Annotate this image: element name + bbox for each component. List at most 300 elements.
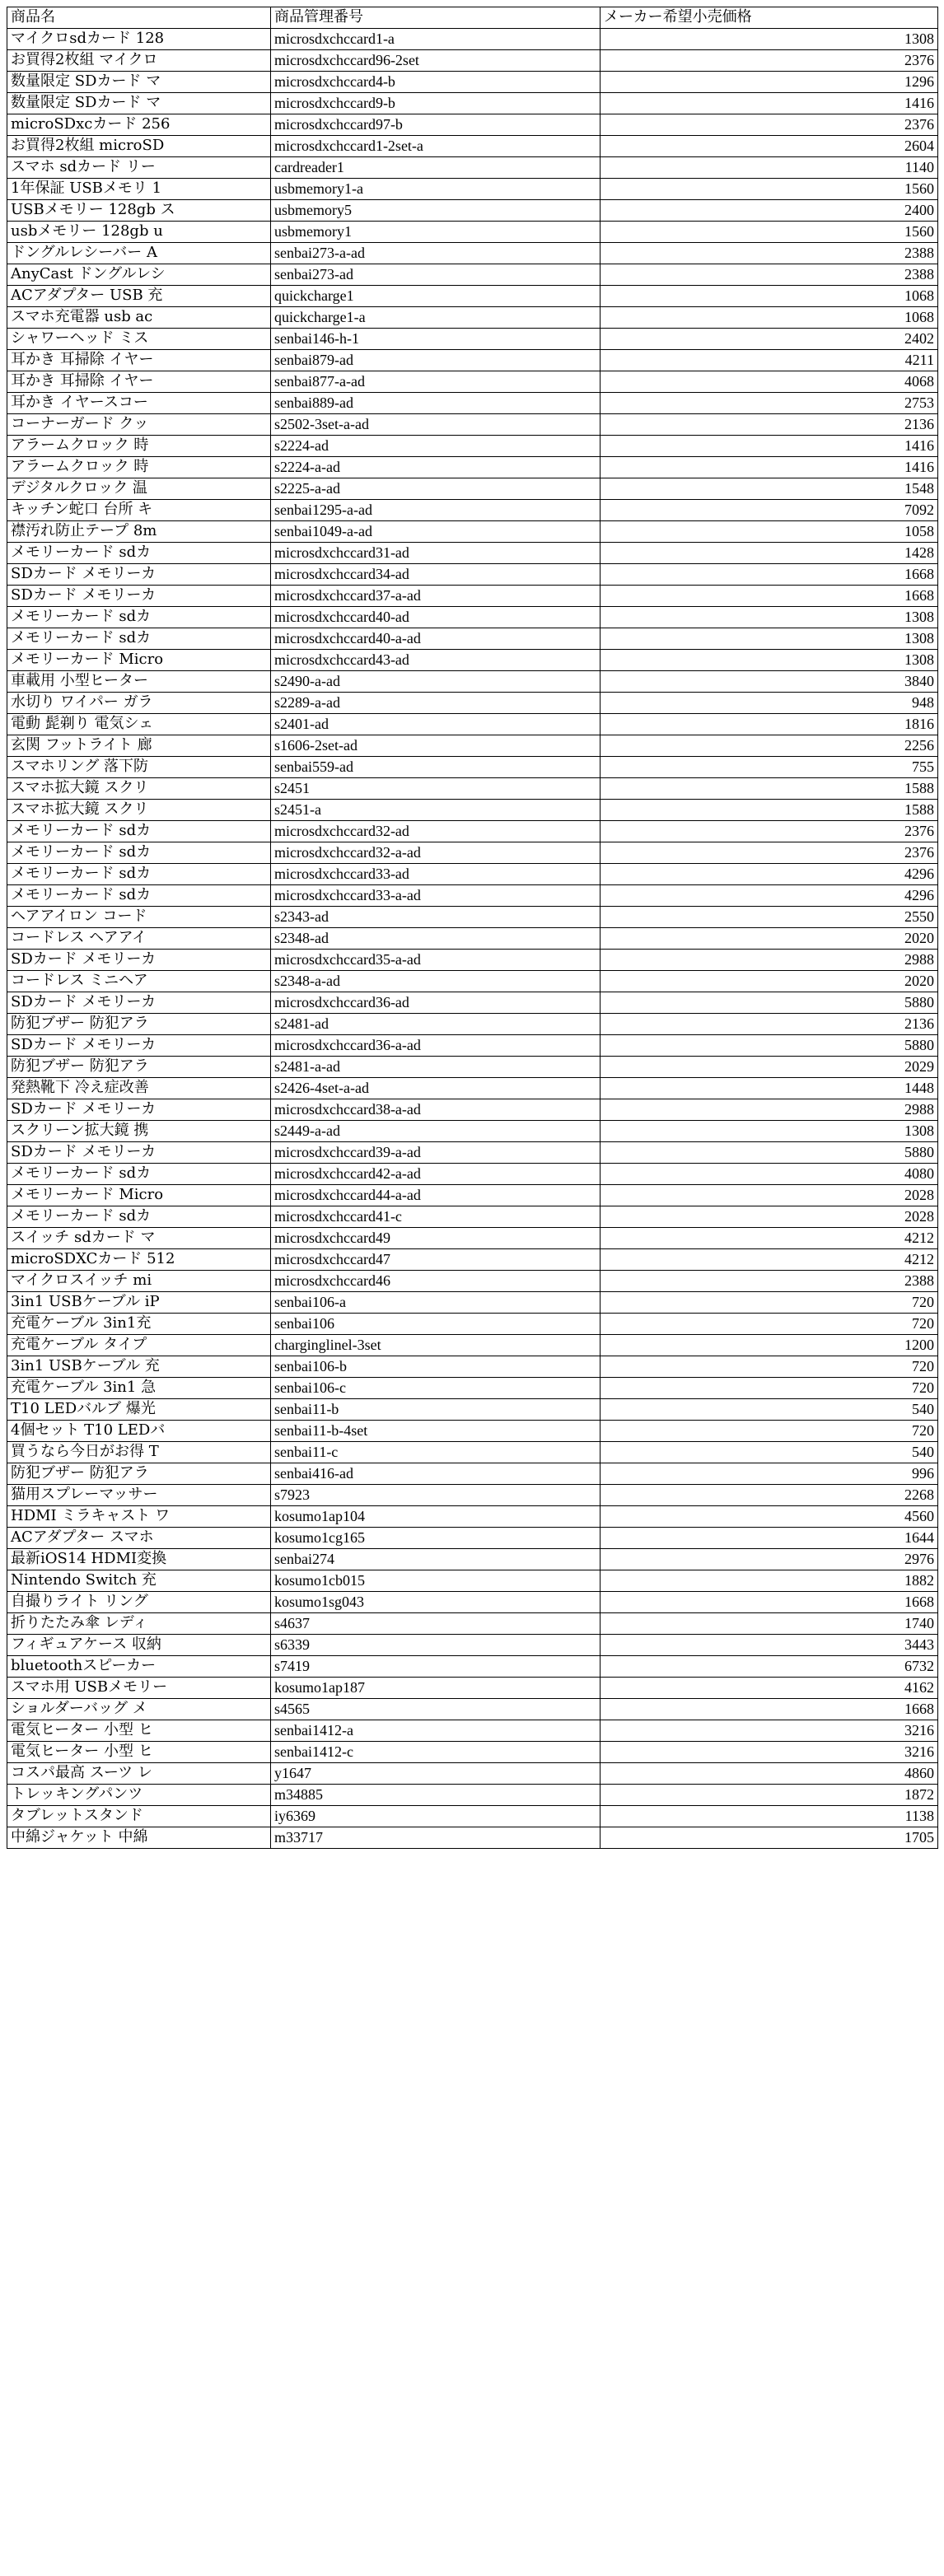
cell-product-price: 4296 — [601, 864, 938, 885]
cell-product-price: 2136 — [601, 414, 938, 436]
cell-product-code: microsdxchccard43-ad — [271, 650, 601, 671]
column-header-name: 商品名 — [7, 7, 271, 29]
cell-product-code: microsdxchccard40-a-ad — [271, 628, 601, 650]
cell-product-name: 電動 髭剃り 電気シェ — [7, 714, 271, 735]
cell-product-price: 1416 — [601, 436, 938, 457]
cell-product-name: メモリーカード Micro — [7, 1185, 271, 1206]
cell-product-name: お買得2枚組 microSD — [7, 136, 271, 157]
cell-product-price: 4211 — [601, 350, 938, 371]
table-row — [7, 1356, 938, 1378]
cell-product-name: AnyCast ドングルレシ — [7, 264, 271, 286]
cell-product-price: 1816 — [601, 714, 938, 735]
table-row — [7, 1549, 938, 1570]
table-row — [7, 1763, 938, 1785]
cell-product-code: senbai106-c — [271, 1378, 601, 1399]
cell-product-code: s6339 — [271, 1635, 601, 1656]
cell-product-price: 2388 — [601, 243, 938, 264]
cell-product-name: コスパ最高 スーツ レ — [7, 1763, 271, 1785]
cell-product-price: 2376 — [601, 50, 938, 72]
table-row — [7, 564, 938, 586]
cell-product-name: マイクロスイッチ mi — [7, 1271, 271, 1292]
cell-product-price: 1560 — [601, 179, 938, 200]
cell-product-name: ACアダプター スマホ — [7, 1528, 271, 1549]
cell-product-name: SDカード メモリーカ — [7, 992, 271, 1014]
cell-product-name: お買得2枚組 マイクロ — [7, 50, 271, 72]
cell-product-price: 2550 — [601, 907, 938, 928]
cell-product-code: senbai11-b-4set — [271, 1421, 601, 1442]
cell-product-code: s2502-3set-a-ad — [271, 414, 601, 436]
table-row — [7, 1485, 938, 1506]
cell-product-code: microsdxchccard36-ad — [271, 992, 601, 1014]
cell-product-price: 2376 — [601, 821, 938, 842]
cell-product-code: microsdxchccard1-2set-a — [271, 136, 601, 157]
table-row — [7, 650, 938, 671]
cell-product-price: 4296 — [601, 885, 938, 907]
cell-product-code: senbai106-b — [271, 1356, 601, 1378]
cell-product-price: 1668 — [601, 1699, 938, 1720]
cell-product-name: コードレス ヘアアイ — [7, 928, 271, 950]
cell-product-code: microsdxchccard33-a-ad — [271, 885, 601, 907]
cell-product-price: 2388 — [601, 1271, 938, 1292]
cell-product-code: usbmemory1 — [271, 222, 601, 243]
table-body — [7, 29, 938, 1849]
cell-product-price: 1588 — [601, 800, 938, 821]
cell-product-name: アラームクロック 時 — [7, 436, 271, 457]
table-row — [7, 1185, 938, 1206]
cell-product-price: 4560 — [601, 1506, 938, 1528]
table-row — [7, 1142, 938, 1164]
cell-product-name: スイッチ sdカード マ — [7, 1228, 271, 1249]
table-row — [7, 1206, 938, 1228]
cell-product-code: m34885 — [271, 1785, 601, 1806]
cell-product-price: 2256 — [601, 735, 938, 757]
cell-product-name: メモリーカード sdカ — [7, 628, 271, 650]
cell-product-price: 996 — [601, 1463, 938, 1485]
cell-product-name: 防犯ブザー 防犯アラ — [7, 1014, 271, 1035]
cell-product-price: 1068 — [601, 286, 938, 307]
table-row — [7, 1271, 938, 1292]
cell-product-price: 2988 — [601, 1099, 938, 1121]
cell-product-price: 540 — [601, 1399, 938, 1421]
table-row — [7, 864, 938, 885]
cell-product-name: 発熱靴下 冷え症改善 — [7, 1078, 271, 1099]
cell-product-name: 3in1 USBケーブル 充 — [7, 1356, 271, 1378]
cell-product-code: s7419 — [271, 1656, 601, 1678]
cell-product-price: 1200 — [601, 1335, 938, 1356]
cell-product-code: microsdxchccard97-b — [271, 114, 601, 136]
cell-product-price: 2988 — [601, 950, 938, 971]
cell-product-code: microsdxchccard39-a-ad — [271, 1142, 601, 1164]
cell-product-price: 1138 — [601, 1806, 938, 1827]
cell-product-price: 2400 — [601, 200, 938, 222]
cell-product-code: s2426-4set-a-ad — [271, 1078, 601, 1099]
cell-product-price: 1872 — [601, 1785, 938, 1806]
cell-product-price: 2268 — [601, 1485, 938, 1506]
table-row — [7, 1785, 938, 1806]
cell-product-name: 充電ケーブル タイプ — [7, 1335, 271, 1356]
table-row — [7, 971, 938, 992]
cell-product-name: usbメモリー 128gb u — [7, 222, 271, 243]
cell-product-name: 猫用スプレーマッサー — [7, 1485, 271, 1506]
table-row — [7, 29, 938, 50]
cell-product-price: 1560 — [601, 222, 938, 243]
cell-product-code: microsdxchccard44-a-ad — [271, 1185, 601, 1206]
table-row — [7, 329, 938, 350]
cell-product-code: s2451 — [271, 778, 601, 800]
table-row — [7, 928, 938, 950]
cell-product-code: kosumo1ap187 — [271, 1678, 601, 1699]
cell-product-code: microsdxchccard35-a-ad — [271, 950, 601, 971]
table-row — [7, 1827, 938, 1849]
cell-product-code: senbai559-ad — [271, 757, 601, 778]
cell-product-price: 1428 — [601, 543, 938, 564]
cell-product-name: SDカード メモリーカ — [7, 1142, 271, 1164]
cell-product-name: Nintendo Switch 充 — [7, 1570, 271, 1592]
cell-product-price: 3216 — [601, 1742, 938, 1763]
cell-product-code: microsdxchccard46 — [271, 1271, 601, 1292]
cell-product-name: メモリーカード sdカ — [7, 1164, 271, 1185]
cell-product-code: microsdxchccard4-b — [271, 72, 601, 93]
cell-product-name: 3in1 USBケーブル iP — [7, 1292, 271, 1314]
table-row — [7, 907, 938, 928]
cell-product-name: アラームクロック 時 — [7, 457, 271, 478]
cell-product-name: スクリーン拡大鏡 携 — [7, 1121, 271, 1142]
cell-product-code: senbai1412-a — [271, 1720, 601, 1742]
cell-product-name: 買うなら今日がお得 T — [7, 1442, 271, 1463]
table-row — [7, 1592, 938, 1613]
cell-product-code: s2224-ad — [271, 436, 601, 457]
table-header — [7, 7, 938, 29]
cell-product-price: 5880 — [601, 1035, 938, 1057]
cell-product-price: 1140 — [601, 157, 938, 179]
table-row — [7, 114, 938, 136]
cell-product-code: usbmemory5 — [271, 200, 601, 222]
table-row — [7, 1463, 938, 1485]
cell-product-name: 耳かき イヤースコー — [7, 393, 271, 414]
cell-product-price: 6732 — [601, 1656, 938, 1678]
cell-product-price: 2028 — [601, 1185, 938, 1206]
cell-product-code: senbai416-ad — [271, 1463, 601, 1485]
table-row — [7, 1678, 938, 1699]
cell-product-code: senbai1049-a-ad — [271, 521, 601, 543]
cell-product-name: 車載用 小型ヒーター — [7, 671, 271, 693]
cell-product-price: 1588 — [601, 778, 938, 800]
cell-product-price: 948 — [601, 693, 938, 714]
cell-product-name: 電気ヒーター 小型 ヒ — [7, 1720, 271, 1742]
cell-product-name: ショルダーバッグ メ — [7, 1699, 271, 1720]
table-row — [7, 1099, 938, 1121]
table-row — [7, 414, 938, 436]
cell-product-code: microsdxchccard41-c — [271, 1206, 601, 1228]
cell-product-name: メモリーカード sdカ — [7, 821, 271, 842]
cell-product-code: charginglinel-3set — [271, 1335, 601, 1356]
cell-product-code: senbai11-b — [271, 1399, 601, 1421]
table-row — [7, 478, 938, 500]
cell-product-name: 玄関 フットライト 廊 — [7, 735, 271, 757]
table-row — [7, 1078, 938, 1099]
table-row — [7, 586, 938, 607]
cell-product-price: 3216 — [601, 1720, 938, 1742]
cell-product-name: 襟汚れ防止テープ 8m — [7, 521, 271, 543]
table-row — [7, 628, 938, 650]
cell-product-name: 耳かき 耳掃除 イヤー — [7, 371, 271, 393]
cell-product-name: microSDXCカード 512 — [7, 1249, 271, 1271]
cell-product-code: senbai106 — [271, 1314, 601, 1335]
table-row — [7, 1720, 938, 1742]
cell-product-name: スマホ用 USBメモリー — [7, 1678, 271, 1699]
cell-product-code: iy6369 — [271, 1806, 601, 1827]
table-row — [7, 457, 938, 478]
cell-product-code: microsdxchccard42-a-ad — [271, 1164, 601, 1185]
table-header-row — [7, 7, 938, 29]
table-row — [7, 72, 938, 93]
table-row — [7, 1378, 938, 1399]
cell-product-name: トレッキングパンツ — [7, 1785, 271, 1806]
table-row — [7, 1228, 938, 1249]
cell-product-name: デジタルクロック 温 — [7, 478, 271, 500]
cell-product-price: 1740 — [601, 1613, 938, 1635]
table-row — [7, 1057, 938, 1078]
cell-product-price: 3840 — [601, 671, 938, 693]
cell-product-name: 水切り ワイパー ガラ — [7, 693, 271, 714]
cell-product-code: senbai1295-a-ad — [271, 500, 601, 521]
cell-product-price: 1644 — [601, 1528, 938, 1549]
cell-product-name: キッチン蛇口 台所 キ — [7, 500, 271, 521]
table-row — [7, 1742, 938, 1763]
table-row — [7, 757, 938, 778]
cell-product-price: 2604 — [601, 136, 938, 157]
cell-product-code: microsdxchccard1-a — [271, 29, 601, 50]
table-row — [7, 1656, 938, 1678]
cell-product-price: 2376 — [601, 114, 938, 136]
cell-product-code: s2348-a-ad — [271, 971, 601, 992]
cell-product-code: s2481-a-ad — [271, 1057, 601, 1078]
table-row — [7, 136, 938, 157]
cell-product-code: quickcharge1-a — [271, 307, 601, 329]
cell-product-code: s2490-a-ad — [271, 671, 601, 693]
cell-product-code: s4565 — [271, 1699, 601, 1720]
table-row — [7, 521, 938, 543]
table-row — [7, 200, 938, 222]
cell-product-price: 3443 — [601, 1635, 938, 1656]
table-row — [7, 1613, 938, 1635]
table-row — [7, 1699, 938, 1720]
table-row — [7, 1014, 938, 1035]
cell-product-price: 1308 — [601, 29, 938, 50]
cell-product-name: メモリーカード sdカ — [7, 864, 271, 885]
table-row — [7, 350, 938, 371]
cell-product-code: usbmemory1-a — [271, 179, 601, 200]
cell-product-price: 7092 — [601, 500, 938, 521]
cell-product-name: スマホ拡大鏡 スクリ — [7, 778, 271, 800]
cell-product-code: senbai889-ad — [271, 393, 601, 414]
cell-product-code: senbai106-a — [271, 1292, 601, 1314]
cell-product-code: s7923 — [271, 1485, 601, 1506]
cell-product-code: s2451-a — [271, 800, 601, 821]
table-row — [7, 243, 938, 264]
cell-product-price: 1416 — [601, 93, 938, 114]
cell-product-name: 最新iOS14 HDMI変換 — [7, 1549, 271, 1570]
cell-product-name: メモリーカード Micro — [7, 650, 271, 671]
cell-product-code: microsdxchccard32-a-ad — [271, 842, 601, 864]
cell-product-code: senbai146-h-1 — [271, 329, 601, 350]
cell-product-name: コーナーガード クッ — [7, 414, 271, 436]
cell-product-code: microsdxchccard49 — [271, 1228, 601, 1249]
table-row — [7, 671, 938, 693]
table-row — [7, 1035, 938, 1057]
cell-product-price: 2136 — [601, 1014, 938, 1035]
cell-product-code: s2289-a-ad — [271, 693, 601, 714]
cell-product-name: スマホ充電器 usb ac — [7, 307, 271, 329]
cell-product-price: 4212 — [601, 1228, 938, 1249]
cell-product-name: メモリーカード sdカ — [7, 607, 271, 628]
cell-product-name: bluetoothスピーカー — [7, 1656, 271, 1678]
table-row — [7, 1506, 938, 1528]
cell-product-name: 数量限定 SDカード マ — [7, 72, 271, 93]
cell-product-price: 2388 — [601, 264, 938, 286]
table-row — [7, 1421, 938, 1442]
cell-product-price: 720 — [601, 1421, 938, 1442]
cell-product-name: SDカード メモリーカ — [7, 950, 271, 971]
cell-product-price: 4212 — [601, 1249, 938, 1271]
cell-product-name: 防犯ブザー 防犯アラ — [7, 1463, 271, 1485]
product-table — [7, 7, 938, 1849]
cell-product-name: メモリーカード sdカ — [7, 842, 271, 864]
cell-product-name: SDカード メモリーカ — [7, 586, 271, 607]
cell-product-name: 4個セット T10 LEDバ — [7, 1421, 271, 1442]
cell-product-name: ACアダプター USB 充 — [7, 286, 271, 307]
cell-product-code: microsdxchccard96-2set — [271, 50, 601, 72]
cell-product-name: USBメモリー 128gb ス — [7, 200, 271, 222]
cell-product-code: kosumo1cg165 — [271, 1528, 601, 1549]
cell-product-code: senbai1412-c — [271, 1742, 601, 1763]
cell-product-name: タブレットスタンド — [7, 1806, 271, 1827]
table-row — [7, 1249, 938, 1271]
cell-product-price: 5880 — [601, 1142, 938, 1164]
table-row — [7, 1806, 938, 1827]
cell-product-code: microsdxchccard40-ad — [271, 607, 601, 628]
cell-product-price: 720 — [601, 1378, 938, 1399]
cell-product-price: 720 — [601, 1356, 938, 1378]
table-row — [7, 735, 938, 757]
table-row — [7, 93, 938, 114]
table-row — [7, 607, 938, 628]
table-row — [7, 50, 938, 72]
cell-product-name: SDカード メモリーカ — [7, 564, 271, 586]
cell-product-price: 1068 — [601, 307, 938, 329]
table-row — [7, 1442, 938, 1463]
cell-product-name: フィギュアケース 収納 — [7, 1635, 271, 1656]
cell-product-code: s2348-ad — [271, 928, 601, 950]
cell-product-code: kosumo1cb015 — [271, 1570, 601, 1592]
cell-product-price: 5880 — [601, 992, 938, 1014]
table-row — [7, 992, 938, 1014]
cell-product-name: メモリーカード sdカ — [7, 1206, 271, 1228]
cell-product-code: s2224-a-ad — [271, 457, 601, 478]
cell-product-code: y1647 — [271, 1763, 601, 1785]
cell-product-code: senbai877-a-ad — [271, 371, 601, 393]
cell-product-price: 720 — [601, 1292, 938, 1314]
cell-product-code: cardreader1 — [271, 157, 601, 179]
table-row — [7, 1528, 938, 1549]
column-header-code: 商品管理番号 — [271, 7, 601, 29]
table-row — [7, 1292, 938, 1314]
cell-product-name: 電気ヒーター 小型 ヒ — [7, 1742, 271, 1763]
cell-product-code: s1606-2set-ad — [271, 735, 601, 757]
cell-product-code: microsdxchccard31-ad — [271, 543, 601, 564]
cell-product-name: ヘアアイロン コード — [7, 907, 271, 928]
table-row — [7, 778, 938, 800]
cell-product-price: 1308 — [601, 628, 938, 650]
cell-product-price: 2976 — [601, 1549, 938, 1570]
cell-product-price: 2402 — [601, 329, 938, 350]
table-row — [7, 222, 938, 243]
column-header-price: メーカー希望小売価格 — [601, 7, 938, 29]
table-row — [7, 286, 938, 307]
cell-product-price: 1416 — [601, 457, 938, 478]
cell-product-name: SDカード メモリーカ — [7, 1099, 271, 1121]
table-row — [7, 371, 938, 393]
cell-product-name: SDカード メモリーカ — [7, 1035, 271, 1057]
cell-product-name: 数量限定 SDカード マ — [7, 93, 271, 114]
cell-product-price: 1705 — [601, 1827, 938, 1849]
cell-product-name: ドングルレシーバー A — [7, 243, 271, 264]
cell-product-name: スマホリング 落下防 — [7, 757, 271, 778]
cell-product-name: microSDxcカード 256 — [7, 114, 271, 136]
cell-product-price: 1668 — [601, 586, 938, 607]
cell-product-price: 1668 — [601, 1592, 938, 1613]
cell-product-name: 防犯ブザー 防犯アラ — [7, 1057, 271, 1078]
cell-product-name: メモリーカード sdカ — [7, 543, 271, 564]
cell-product-price: 1308 — [601, 650, 938, 671]
cell-product-code: microsdxchccard36-a-ad — [271, 1035, 601, 1057]
table-row — [7, 1335, 938, 1356]
cell-product-price: 2029 — [601, 1057, 938, 1078]
cell-product-code: quickcharge1 — [271, 286, 601, 307]
table-row — [7, 157, 938, 179]
table-row — [7, 436, 938, 457]
cell-product-code: s2449-a-ad — [271, 1121, 601, 1142]
cell-product-price: 2020 — [601, 928, 938, 950]
cell-product-code: microsdxchccard9-b — [271, 93, 601, 114]
table-row — [7, 500, 938, 521]
table-row — [7, 1164, 938, 1185]
table-row — [7, 842, 938, 864]
cell-product-name: 自撮りライト リング — [7, 1592, 271, 1613]
cell-product-name: メモリーカード sdカ — [7, 885, 271, 907]
cell-product-price: 1448 — [601, 1078, 938, 1099]
cell-product-price: 2028 — [601, 1206, 938, 1228]
cell-product-code: s2343-ad — [271, 907, 601, 928]
cell-product-code: microsdxchccard33-ad — [271, 864, 601, 885]
table-row — [7, 693, 938, 714]
table-row — [7, 714, 938, 735]
cell-product-code: microsdxchccard37-a-ad — [271, 586, 601, 607]
cell-product-code: microsdxchccard34-ad — [271, 564, 601, 586]
cell-product-name: 折りたたみ傘 レディ — [7, 1613, 271, 1635]
cell-product-name: 耳かき 耳掃除 イヤー — [7, 350, 271, 371]
cell-product-name: マイクロsdカード 128 — [7, 29, 271, 50]
table-row — [7, 393, 938, 414]
table-row — [7, 1399, 938, 1421]
cell-product-code: kosumo1ap104 — [271, 1506, 601, 1528]
table-row — [7, 1635, 938, 1656]
cell-product-code: microsdxchccard47 — [271, 1249, 601, 1271]
cell-product-name: 中綿ジャケット 中綿 — [7, 1827, 271, 1849]
table-row — [7, 800, 938, 821]
cell-product-name: 充電ケーブル 3in1充 — [7, 1314, 271, 1335]
cell-product-name: HDMI ミラキャスト ワ — [7, 1506, 271, 1528]
